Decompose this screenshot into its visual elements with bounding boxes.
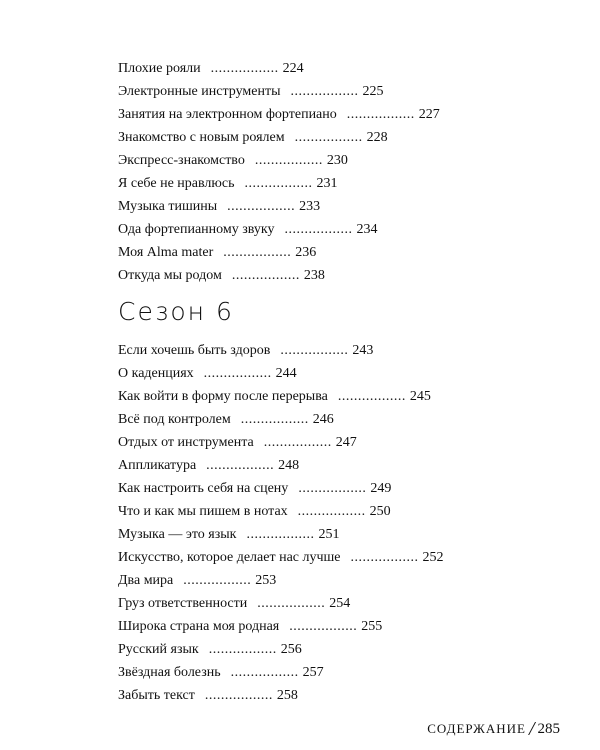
running-footer [427,718,560,740]
toc-entry-page: 225 [362,84,384,99]
toc-entry [118,241,440,264]
toc-entry [118,264,440,287]
toc-entry-leader: ................. [183,573,252,588]
toc-entry [118,661,444,684]
toc-entry-leader: ................. [230,665,299,680]
toc-entry [118,569,444,592]
toc-entry-page: 234 [356,222,378,237]
toc-entry-page: 238 [303,268,325,283]
toc-entry-title: Электронные инструменты [118,84,281,99]
toc-list-part2 [118,339,444,707]
toc-entry-title: Искусство, которое делает нас лучше [118,550,341,565]
toc-entry-page: 236 [295,245,317,260]
toc-entry [118,172,440,195]
toc-entry-leader: ................. [206,458,275,473]
toc-entry-title: Всё под контролем [118,412,231,427]
toc-entry-title: Я себе не нравлюсь [118,176,235,191]
toc-entry-leader: ................. [280,343,349,358]
toc-entry [118,477,444,500]
toc-entry-title: Русский язык [118,642,199,657]
toc-entry-page: 227 [418,107,440,122]
toc-entry-page: 258 [276,688,298,703]
toc-entry-leader: ................. [284,222,353,237]
toc-entry-leader: ................. [290,84,359,99]
footer-separator: / [528,718,535,740]
toc-entry-title: Груз ответственности [118,596,248,611]
toc-entry [118,546,444,569]
section-heading: Сезон 6 [118,297,234,326]
toc-entry-title: Откуда мы родом [118,268,222,283]
toc-entry-title: Два мира [118,573,174,588]
toc-entry-leader: ................. [204,688,273,703]
toc-entry-title: Музыка — это язык [118,527,237,542]
toc-entry [118,615,444,638]
toc-entry [118,454,444,477]
toc-entry-page: 231 [316,176,338,191]
toc-entry-leader: ................. [208,642,277,657]
footer-page-number: 285 [537,721,560,737]
toc-entry [118,339,444,362]
toc-entry [118,500,444,523]
toc-entry [118,408,444,431]
toc-entry [118,362,444,385]
toc-entry-leader: ................. [263,435,332,450]
toc-entry-page: 224 [282,61,304,76]
toc-entry-title: Если хочешь быть здоров [118,343,271,358]
toc-entry-page: 233 [299,199,321,214]
toc-entry [118,149,440,172]
toc-entry-title: Забыть текст [118,688,195,703]
toc-entry [118,385,444,408]
toc-entry-leader: ................. [210,61,279,76]
toc-entry-leader: ................. [240,412,309,427]
toc-entry-title: Ода фортепианному звуку [118,222,275,237]
toc-entry-leader: ................. [298,481,367,496]
toc-entry-leader: ................. [297,504,366,519]
toc-entry-leader: ................. [257,596,326,611]
toc-entry-title: Знакомство с новым роялем [118,130,285,145]
toc-entry [118,523,444,546]
footer-label: СОДЕРЖАНИЕ [427,721,526,736]
toc-entry-leader: ................. [227,199,296,214]
toc-entry-page: 253 [255,573,277,588]
toc-entry-page: 248 [278,458,300,473]
toc-entry-page: 246 [312,412,334,427]
toc-entry-page: 243 [352,343,374,358]
toc-entry-title: Занятия на электронном фортепиано [118,107,337,122]
toc-entry [118,195,440,218]
toc-entry-page: 247 [335,435,357,450]
toc-entry [118,684,444,707]
toc-entry [118,592,444,615]
toc-entry [118,80,440,103]
toc-entry [118,218,440,241]
toc-entry [118,431,444,454]
toc-entry-title: Аппликатура [118,458,197,473]
toc-entry-leader: ................. [350,550,419,565]
toc-entry-title: Плохие рояли [118,61,201,76]
toc-entry-leader: ................. [346,107,415,122]
toc-entry [118,103,440,126]
toc-entry-title: Как войти в форму после перерыва [118,389,328,404]
toc-entry-page: 256 [280,642,302,657]
toc-entry-page: 250 [369,504,391,519]
toc-entry-title: Музыка тишины [118,199,218,214]
toc-entry-leader: ................. [244,176,313,191]
toc-entry-title: Отдых от инструмента [118,435,254,450]
toc-entry-title: Что и как мы пишем в нотах [118,504,288,519]
toc-entry-leader: ................. [246,527,315,542]
toc-entry-leader: ................. [203,366,272,381]
toc-entry-title: Звёздная болезнь [118,665,221,680]
toc-entry-leader: ................. [289,619,358,634]
toc-entry-page: 257 [302,665,324,680]
toc-entry-leader: ................. [337,389,406,404]
toc-entry-leader: ................. [223,245,292,260]
toc-entry-leader: ................. [254,153,323,168]
toc-entry [118,638,444,661]
toc-entry-page: 245 [409,389,431,404]
toc-entry-page: 255 [361,619,383,634]
toc-entry-page: 249 [370,481,392,496]
toc-entry-title: Моя Alma mater [118,245,214,260]
toc-entry [118,126,440,149]
toc-entry-leader: ................. [231,268,300,283]
toc-entry-title: Широка страна моя родная [118,619,280,634]
toc-entry-page: 254 [329,596,351,611]
toc-entry-page: 230 [326,153,348,168]
toc-entry-leader: ................. [294,130,363,145]
toc-entry-page: 251 [318,527,340,542]
toc-entry-title: О каденциях [118,366,194,381]
toc-entry [118,57,440,80]
toc-list-part1 [118,57,440,287]
toc-entry-page: 228 [366,130,388,145]
toc-entry-title: Экспресс-знакомство [118,153,245,168]
toc-entry-title: Как настроить себя на сцену [118,481,289,496]
toc-entry-page: 252 [422,550,444,565]
toc-entry-page: 244 [275,366,297,381]
